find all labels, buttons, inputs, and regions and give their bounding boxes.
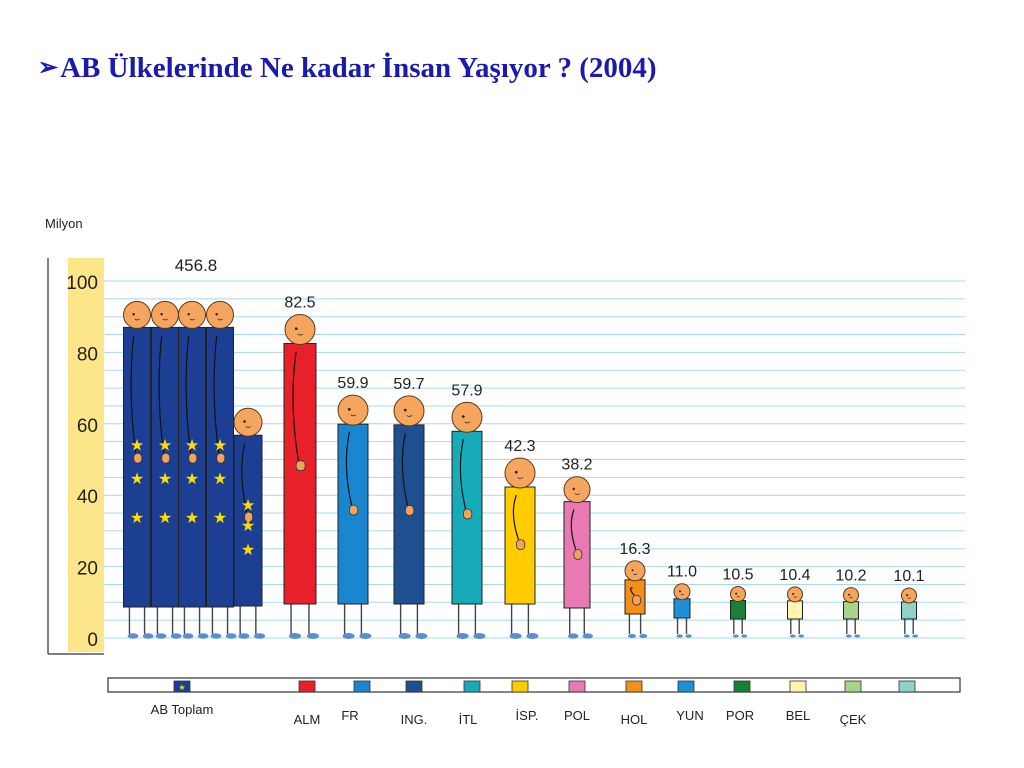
legend-swatch (299, 681, 315, 692)
figure-body (731, 601, 746, 619)
figure-foot (156, 633, 167, 638)
data-label: 10.4 (779, 566, 811, 584)
figure-foot (254, 633, 265, 639)
figure-foot (359, 633, 371, 639)
figure-head (285, 314, 315, 344)
bar-ab-toplam-segment (124, 301, 154, 638)
y-tick-label: 40 (76, 487, 98, 509)
data-label: 16.3 (619, 540, 651, 558)
legend-swatch (569, 681, 585, 692)
figure-hand (349, 505, 357, 515)
figure-eye (215, 313, 217, 315)
bar-ab-toplam-segment (234, 408, 265, 639)
legend-bar (108, 678, 960, 692)
legend-label: FR (341, 708, 359, 723)
legend-label: BEL (785, 708, 811, 723)
data-label: 82.5 (284, 294, 316, 312)
figure-foot (399, 633, 411, 639)
figure-head (844, 588, 859, 603)
legend-label: POL (563, 708, 591, 723)
figure-body (674, 599, 690, 618)
figure-head (207, 301, 234, 328)
eu-star-icon: ★ (184, 510, 200, 528)
legend-swatch (512, 681, 528, 692)
eu-star-icon: ★ (129, 437, 145, 455)
y-tick-label: 80 (76, 344, 98, 366)
eu-star-icon: ★ (212, 510, 228, 528)
data-label: 10.1 (893, 567, 925, 585)
legend-label: ING. (400, 712, 428, 727)
eu-star-icon: ★ (240, 541, 256, 559)
figure-foot (198, 633, 209, 638)
figure-foot (741, 635, 747, 638)
data-label: 42.3 (504, 437, 536, 455)
figure-foot (583, 633, 593, 638)
figure-hand (217, 453, 225, 463)
figure-eye (906, 594, 908, 596)
figure-foot (854, 635, 860, 638)
legend-label: YUN (676, 708, 704, 723)
bar-ab-toplam-segment (179, 301, 209, 638)
data-label: 11.0 (667, 563, 697, 581)
figure-foot (457, 633, 469, 639)
bar-extra (902, 588, 919, 638)
figure-body (152, 327, 179, 607)
figure-foot (685, 634, 691, 637)
bar-ing (394, 396, 427, 639)
legend-swatch (464, 681, 480, 692)
data-label-ab-toplam: 456.8 (174, 256, 218, 275)
figure-foot (510, 633, 522, 639)
figure-hand (463, 509, 471, 519)
figure-foot (790, 635, 796, 638)
eu-star-icon: ★ (157, 470, 173, 488)
figure-body (124, 327, 151, 607)
figure-head (152, 301, 179, 328)
slide-title-text: AB Ülkelerinde Ne kadar İnsan Yaşıyor ? (2004) (60, 52, 657, 84)
legend-swatch (790, 681, 806, 692)
eu-star-icon: ★ (212, 437, 228, 455)
figure-foot (912, 635, 918, 638)
data-label: 10.5 (722, 566, 754, 584)
figure-foot (628, 634, 636, 638)
eu-star-icon: ★ (129, 510, 145, 528)
figure-head (505, 458, 535, 488)
figure-hand (405, 505, 413, 515)
eu-star-icon: ★ (212, 470, 228, 488)
figure-head (625, 561, 645, 581)
legend-label: POR (725, 708, 755, 723)
eu-star-icon: ★ (240, 517, 256, 535)
figure-foot (904, 635, 910, 638)
figure-eye (515, 471, 518, 474)
figure-hand (516, 540, 524, 550)
figure-eye (187, 313, 189, 315)
figure-foot (238, 633, 249, 639)
figure-foot (733, 635, 739, 638)
legend-label: ALM (293, 712, 321, 727)
figure-foot (568, 633, 578, 638)
figure-head (338, 395, 368, 425)
data-label: 38.2 (561, 456, 593, 474)
figure-head (564, 477, 590, 503)
figure-hand (574, 549, 582, 559)
y-tick-label: 20 (76, 558, 98, 580)
figure-eye (462, 415, 465, 418)
y-tick-label: 100 (66, 273, 98, 294)
figure-foot (343, 633, 355, 639)
y-axis-label: Milyon (45, 216, 83, 231)
figure-head (452, 402, 482, 432)
figure-hand (296, 461, 305, 471)
legend-label: AB Toplam (150, 702, 214, 717)
eu-star-icon: ★ (184, 437, 200, 455)
figure-foot (289, 633, 301, 639)
legend-label: HOL (620, 712, 648, 727)
bar-ab-toplam-segment (207, 301, 237, 638)
figure-hand (162, 453, 170, 463)
figure-head (394, 396, 424, 426)
legend-label: İTL (458, 712, 478, 727)
figure-eye (632, 569, 634, 571)
bar-ab-toplam-segment (152, 301, 182, 638)
figure-foot (798, 635, 804, 638)
bar-por (731, 587, 748, 638)
figure-eye (348, 408, 351, 411)
figure-foot (128, 633, 139, 638)
legend-swatch (845, 681, 861, 692)
figure-body (284, 343, 316, 604)
data-label: 57.9 (451, 382, 483, 400)
figure-foot (183, 633, 194, 638)
figure-body (902, 602, 917, 619)
eu-star-icon: ★ (184, 470, 200, 488)
figure-foot (226, 633, 237, 638)
legend-swatch (734, 681, 750, 692)
figure-eye (679, 590, 681, 592)
figure-foot (846, 635, 852, 638)
arrowhead-bullet-icon: ➢ (38, 55, 59, 81)
bar-fr (338, 395, 371, 639)
figure-foot (415, 633, 427, 639)
data-label: 59.7 (393, 375, 425, 393)
figure-head (234, 408, 262, 436)
eu-star-icon: ★ (129, 470, 145, 488)
legend-swatch (626, 681, 642, 692)
figure-eye (243, 420, 246, 423)
figure-head (674, 584, 690, 600)
figure-hand (189, 453, 197, 463)
figure-head (124, 301, 151, 328)
bar-hol (625, 561, 647, 638)
bar-pol (564, 477, 593, 639)
bar-itl (452, 402, 485, 639)
figure-foot (307, 633, 319, 639)
figure-foot (473, 633, 485, 639)
figure-body (788, 601, 803, 619)
bar-bel (788, 587, 805, 638)
y-tick-label: 0 (87, 630, 98, 651)
figure-head (788, 587, 803, 602)
legend-label: İSP. (515, 708, 539, 723)
eu-star-icon: ★ (240, 497, 256, 515)
figure-hand (633, 595, 641, 605)
figure-foot (639, 634, 647, 638)
y-axis-band (68, 258, 104, 652)
figure-body (179, 327, 206, 607)
figure-eye (735, 593, 737, 595)
bar-isp (505, 458, 538, 639)
data-label: 59.9 (337, 375, 369, 393)
figure-body (207, 327, 234, 607)
legend-swatch (354, 681, 370, 692)
legend-swatch (406, 681, 422, 692)
bar-alm (284, 314, 319, 639)
eu-star-icon: ★ (157, 437, 173, 455)
figure-foot (526, 633, 538, 639)
figure-eye (792, 593, 794, 595)
figure-eye (160, 313, 162, 315)
bar-yun (674, 584, 692, 638)
figure-head (731, 587, 746, 602)
figure-foot (143, 633, 154, 638)
figure-foot (676, 634, 682, 637)
figure-body (844, 602, 859, 619)
figure-eye (848, 594, 850, 596)
eu-star-icon: ★ (157, 510, 173, 528)
figure-eye (573, 488, 575, 490)
figure-head (902, 588, 917, 603)
figure-foot (171, 633, 182, 638)
eu-star-icon: ★ (178, 683, 186, 692)
legend-swatch (678, 681, 694, 692)
legend-label: ÇEK (839, 712, 867, 727)
figure-eye (132, 313, 134, 315)
figure-eye (404, 409, 407, 412)
legend-swatch (899, 681, 915, 692)
y-tick-label: 60 (76, 415, 98, 437)
bar-çek (844, 588, 861, 638)
figure-eye (295, 327, 298, 330)
figure-head (179, 301, 206, 328)
figure-hand (134, 453, 142, 463)
figure-foot (211, 633, 222, 638)
data-label: 10.2 (835, 567, 867, 585)
